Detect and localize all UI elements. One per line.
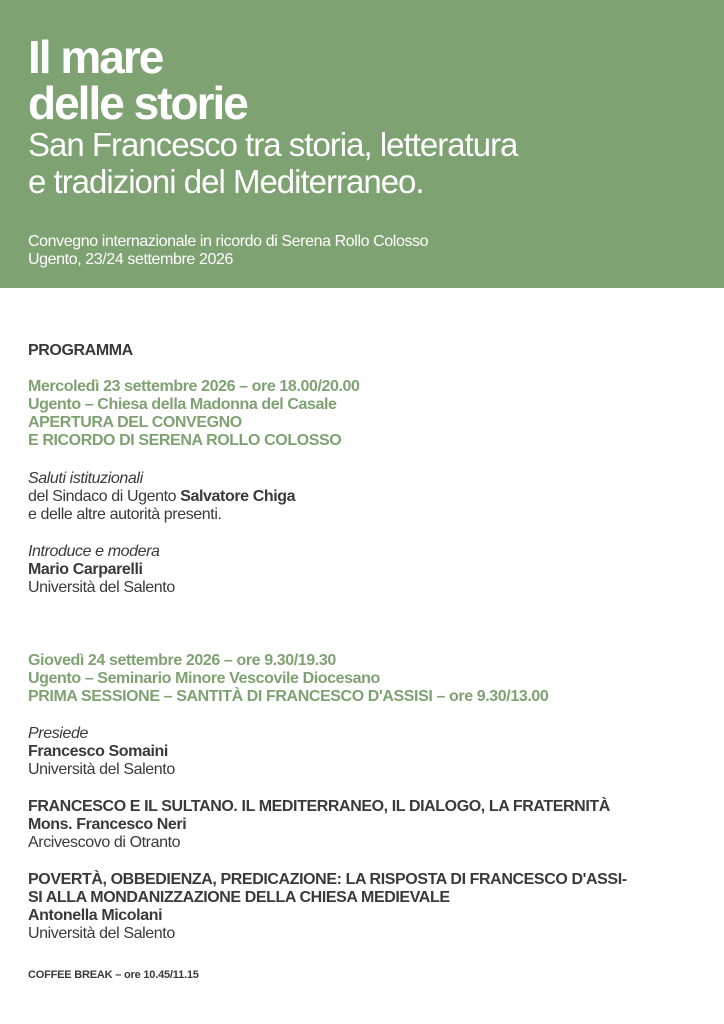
greetings-prefix: del Sindaco di Ugento [28, 488, 181, 505]
day1-greetings [28, 470, 295, 524]
event-subtitle [28, 126, 517, 200]
talk2-title-line-1: POVERTÀ, OBBEDIENZA, PREDICAZIONE: LA RISPOSTA DI FRANCESCO D'ASSI- [28, 871, 627, 888]
conference-line-1: Convegno internazionale in ricordo di Serena Rollo Colosso [28, 233, 429, 250]
greetings-label: Saluti istituzionali [28, 470, 143, 487]
subtitle-line-1: San Francesco tra storia, letteratura [28, 126, 518, 163]
day1-header [28, 378, 360, 450]
title-line-2: delle storie [28, 77, 247, 129]
day2-chair [28, 725, 175, 779]
chair-label: Presiede [28, 725, 88, 742]
greetings-line [28, 488, 295, 506]
talk1-affiliation: Arcivescovo di Otranto [28, 834, 181, 851]
event-title [28, 31, 247, 129]
moderator-affiliation: Università del Salento [28, 579, 175, 596]
program-heading: PROGRAMMA [28, 342, 133, 359]
talk2-speaker: Antonella Micolani [28, 907, 163, 924]
subtitle-line-2: e tradizioni del Mediterraneo. [28, 163, 424, 200]
talk2-affiliation: Università del Salento [28, 925, 175, 942]
greetings-name: Salvatore Chiga [180, 488, 296, 505]
day2-header [28, 652, 548, 706]
title-line-1: Il mare [28, 31, 163, 83]
conference-line-2: Ugento, 23/24 settembre 2026 [28, 251, 233, 268]
day1-moderator [28, 543, 175, 597]
chair-name: Francesco Somaini [28, 743, 168, 760]
day1-session-title-1: APERTURA DEL CONVEGNO [28, 414, 242, 431]
day2-venue: Ugento – Seminario Minore Vescovile Diocesano [28, 670, 380, 687]
day1-date: Mercoledì 23 settembre 2026 – ore 18.00/20.00 [28, 378, 360, 395]
day1-session-title-2: E RICORDO DI SERENA ROLLO COLOSSO [28, 432, 342, 449]
conference-info [28, 233, 428, 269]
day2-session-title: PRIMA SESSIONE – SANTITÀ DI FRANCESCO D'ASSISI – ore 9.30/13.00 [28, 688, 549, 705]
talk1-speaker: Mons. Francesco Neri [28, 816, 187, 833]
talk-1 [28, 798, 610, 852]
talk-2 [28, 871, 627, 943]
coffee-break: COFFEE BREAK – ore 10.45/11.15 [28, 969, 199, 981]
talk1-title: FRANCESCO E IL SULTANO. IL MEDITERRANEO, IL DIALOGO, LA FRATERNITÀ [28, 798, 610, 815]
day1-venue: Ugento – Chiesa della Madonna del Casale [28, 396, 337, 413]
moderator-name: Mario Carparelli [28, 561, 143, 578]
greetings-line-3: e delle altre autorità presenti. [28, 506, 222, 523]
chair-affiliation: Università del Salento [28, 761, 175, 778]
talk2-title-line-2: SI ALLA MONDANIZZAZIONE DELLA CHIESA MEDIEVALE [28, 889, 450, 906]
header-banner [0, 0, 724, 288]
day2-date: Giovedì 24 settembre 2026 – ore 9.30/19.30 [28, 652, 336, 669]
moderator-label: Introduce e modera [28, 543, 160, 560]
